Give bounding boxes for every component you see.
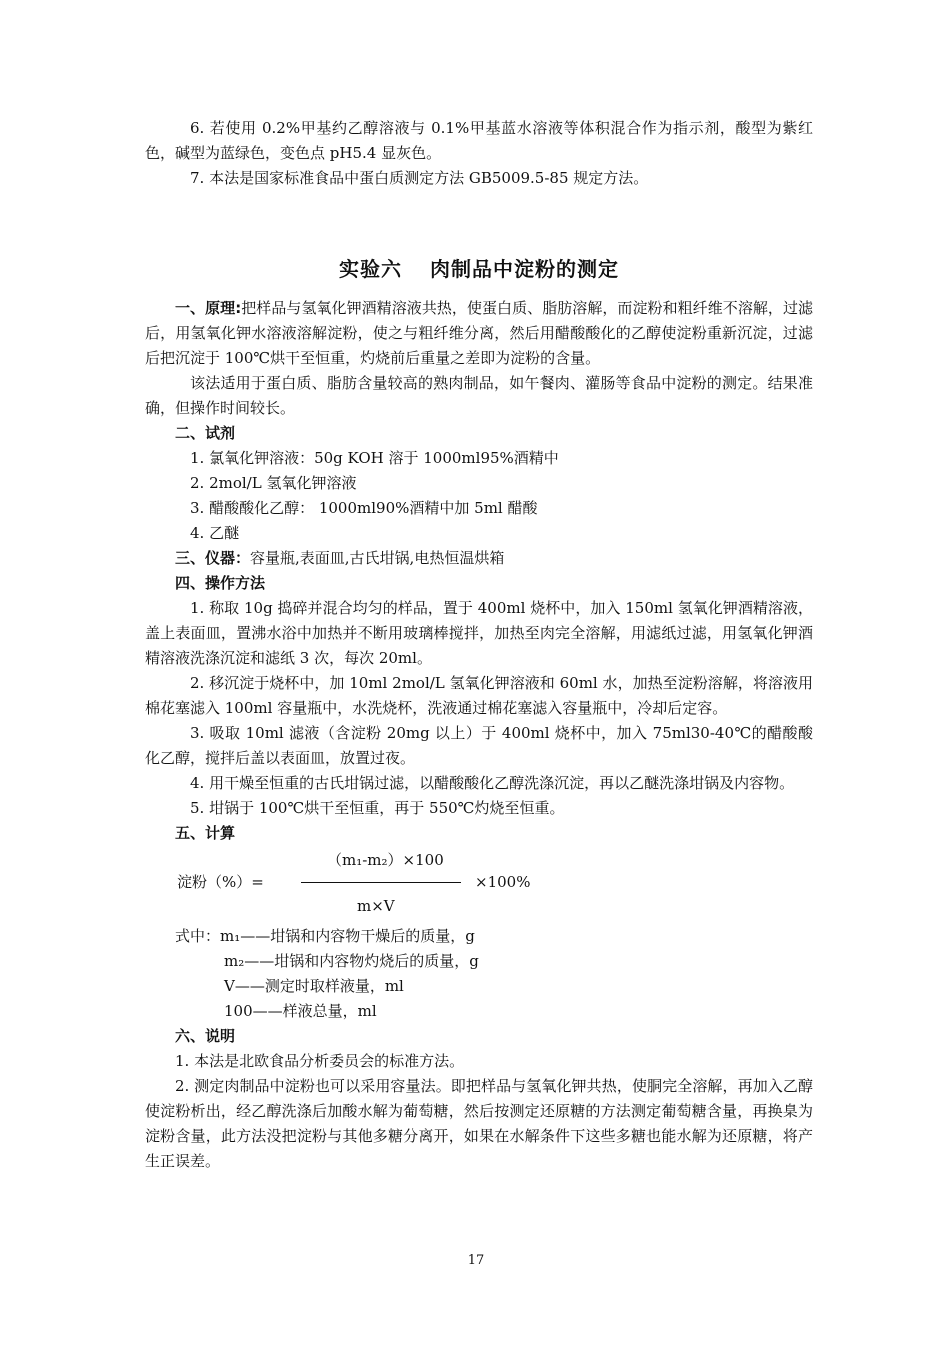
procedure-step: 2. 移沉淀于烧杯中，加 10ml 2mol/L 氢氧化钾溶液和 60ml 水，加热至淀粉溶解，将溶液用棉花塞滤入 100ml 容量瓶中，水洗烧杯，洗液通过棉花塞滤入容量瓶中，冷却后定容。 [145, 674, 813, 717]
top-note-7: 7. 本法是国家标准食品中蛋白质测定方法 GB5009.5-85 规定方法。 [190, 169, 649, 187]
section-title-number: 实验六 [339, 257, 402, 281]
reagent-item: 2. 2mol/L 氢氧化钾溶液 [190, 474, 357, 492]
procedure-step: 5. 坩锅于 100℃烘干至恒重，再于 550℃灼烧至恒重。 [190, 799, 565, 817]
principle-text: 把样品与氢氧化钾酒精溶液共热，使蛋白质、脂肪溶解，而淀粉和粗纤维不溶解，过滤后，用氢氧化钾水溶液溶解淀粉，使之与粗纤维分离，然后用醋酸酸化的乙醇使淀粉重新沉淀，过滤后把沉淀于 100℃烘干至恒重，灼烧前后重量之差即为淀粉的含量。 [145, 299, 814, 367]
formula-definition: V——测定时取样液量，ml [224, 977, 404, 995]
reagent-item: 4. 乙醚 [190, 524, 240, 542]
principle-paragraph [145, 296, 813, 371]
procedure-step: 4. 用干燥至恒重的古氏坩锅过滤，以醋酸酸化乙醇洗涤沉淀，再以乙醚洗涤坩锅及内容物。 [190, 774, 795, 792]
reagents-heading: 二、试剂 [175, 424, 236, 442]
formula-definition: m₂——坩锅和内容物灼烧后的质量，g [224, 952, 479, 970]
formula-definition: 100——样液总量，ml [224, 1002, 377, 1020]
formula-lhs: 淀粉（%）= [177, 873, 264, 891]
top-note-6: 6. 若使用 0.2%甲基约乙醇溶液与 0.1%甲基蓝水溶液等体积混合作为指示剂，酸型为紫红色，碱型为蓝绿色，变色点 pH5.4 显灰色。 [145, 119, 813, 162]
procedure-step: 3. 吸取 10ml 滤液（含淀粉 20mg 以上）于 400ml 烧杯中，加入 75ml30-40℃的醋酸酸化乙醇，搅拌后盖以表面皿，放置过夜。 [145, 724, 813, 767]
section-title-text: 肉制品中淀粉的测定 [430, 257, 619, 281]
principle-label: 一、原理: [175, 299, 242, 317]
fraction-bar [301, 882, 461, 883]
instruments-label: 三、仪器： [175, 549, 251, 567]
principle-scope: 该法适用于蛋白质、脂肪含量较高的熟肉制品，如午餐肉、灌肠等食品中淀粉的测定。结果准确，但操作时间较长。 [145, 374, 813, 417]
starch-formula [145, 848, 813, 920]
reagent-item: 1. 氯氧化钾溶液：50g KOH 溶于 1000ml95%酒精中 [190, 449, 559, 467]
procedure-heading: 四、操作方法 [175, 574, 266, 592]
reagent-item: 3. 醋酸酸化乙醇： 1000ml90%酒精中加 5ml 醋酸 [190, 499, 538, 517]
calculation-heading: 五、计算 [175, 824, 236, 842]
page-number: 17 [467, 1253, 485, 1268]
note-item: 1. 本法是北欧食品分析委员会的标准方法。 [175, 1052, 465, 1070]
instruments-text: 容量瓶,表面皿,古氏坩锅,电热恒温烘箱 [250, 549, 505, 567]
instruments-line [145, 546, 813, 571]
page-content [145, 116, 813, 1174]
section-title [145, 257, 813, 282]
formula-multiplier: ×100% [475, 873, 531, 891]
note-item: 2. 测定肉制品中淀粉也可以采用容量法。即把样品与氢氧化钾共热，使胴完全溶解，再加入乙醇使淀粉析出，经乙醇洗涤后加酸水解为葡萄糖，然后按测定还原糖的方法测定葡萄糖含量，再换臬为淀粉含量，此方法没把淀粉与其他多糖分离开，如果在水解条件下这些多糖也能水解为还原糖，将产生正误差。 [145, 1077, 813, 1170]
formula-definition: 式中：m₁——坩锅和内容物干燥后的质量，g [175, 927, 475, 945]
formula-denominator: m×V [357, 897, 395, 915]
formula-numerator: （m₁-m₂）×100 [327, 851, 444, 869]
procedure-step: 1. 称取 10g 捣碎并混合均匀的样品，置于 400ml 烧杯中，加入 150ml 氢氧化钾酒精溶液，盖上表面皿，置沸水浴中加热并不断用玻璃棒搅拌，加热至肉完全溶解，用滤纸过滤，用氢氧化钾酒精溶液洗涤沉淀和滤纸 3 次，每次 20ml。 [145, 599, 813, 667]
notes-heading: 六、说明 [175, 1027, 236, 1045]
